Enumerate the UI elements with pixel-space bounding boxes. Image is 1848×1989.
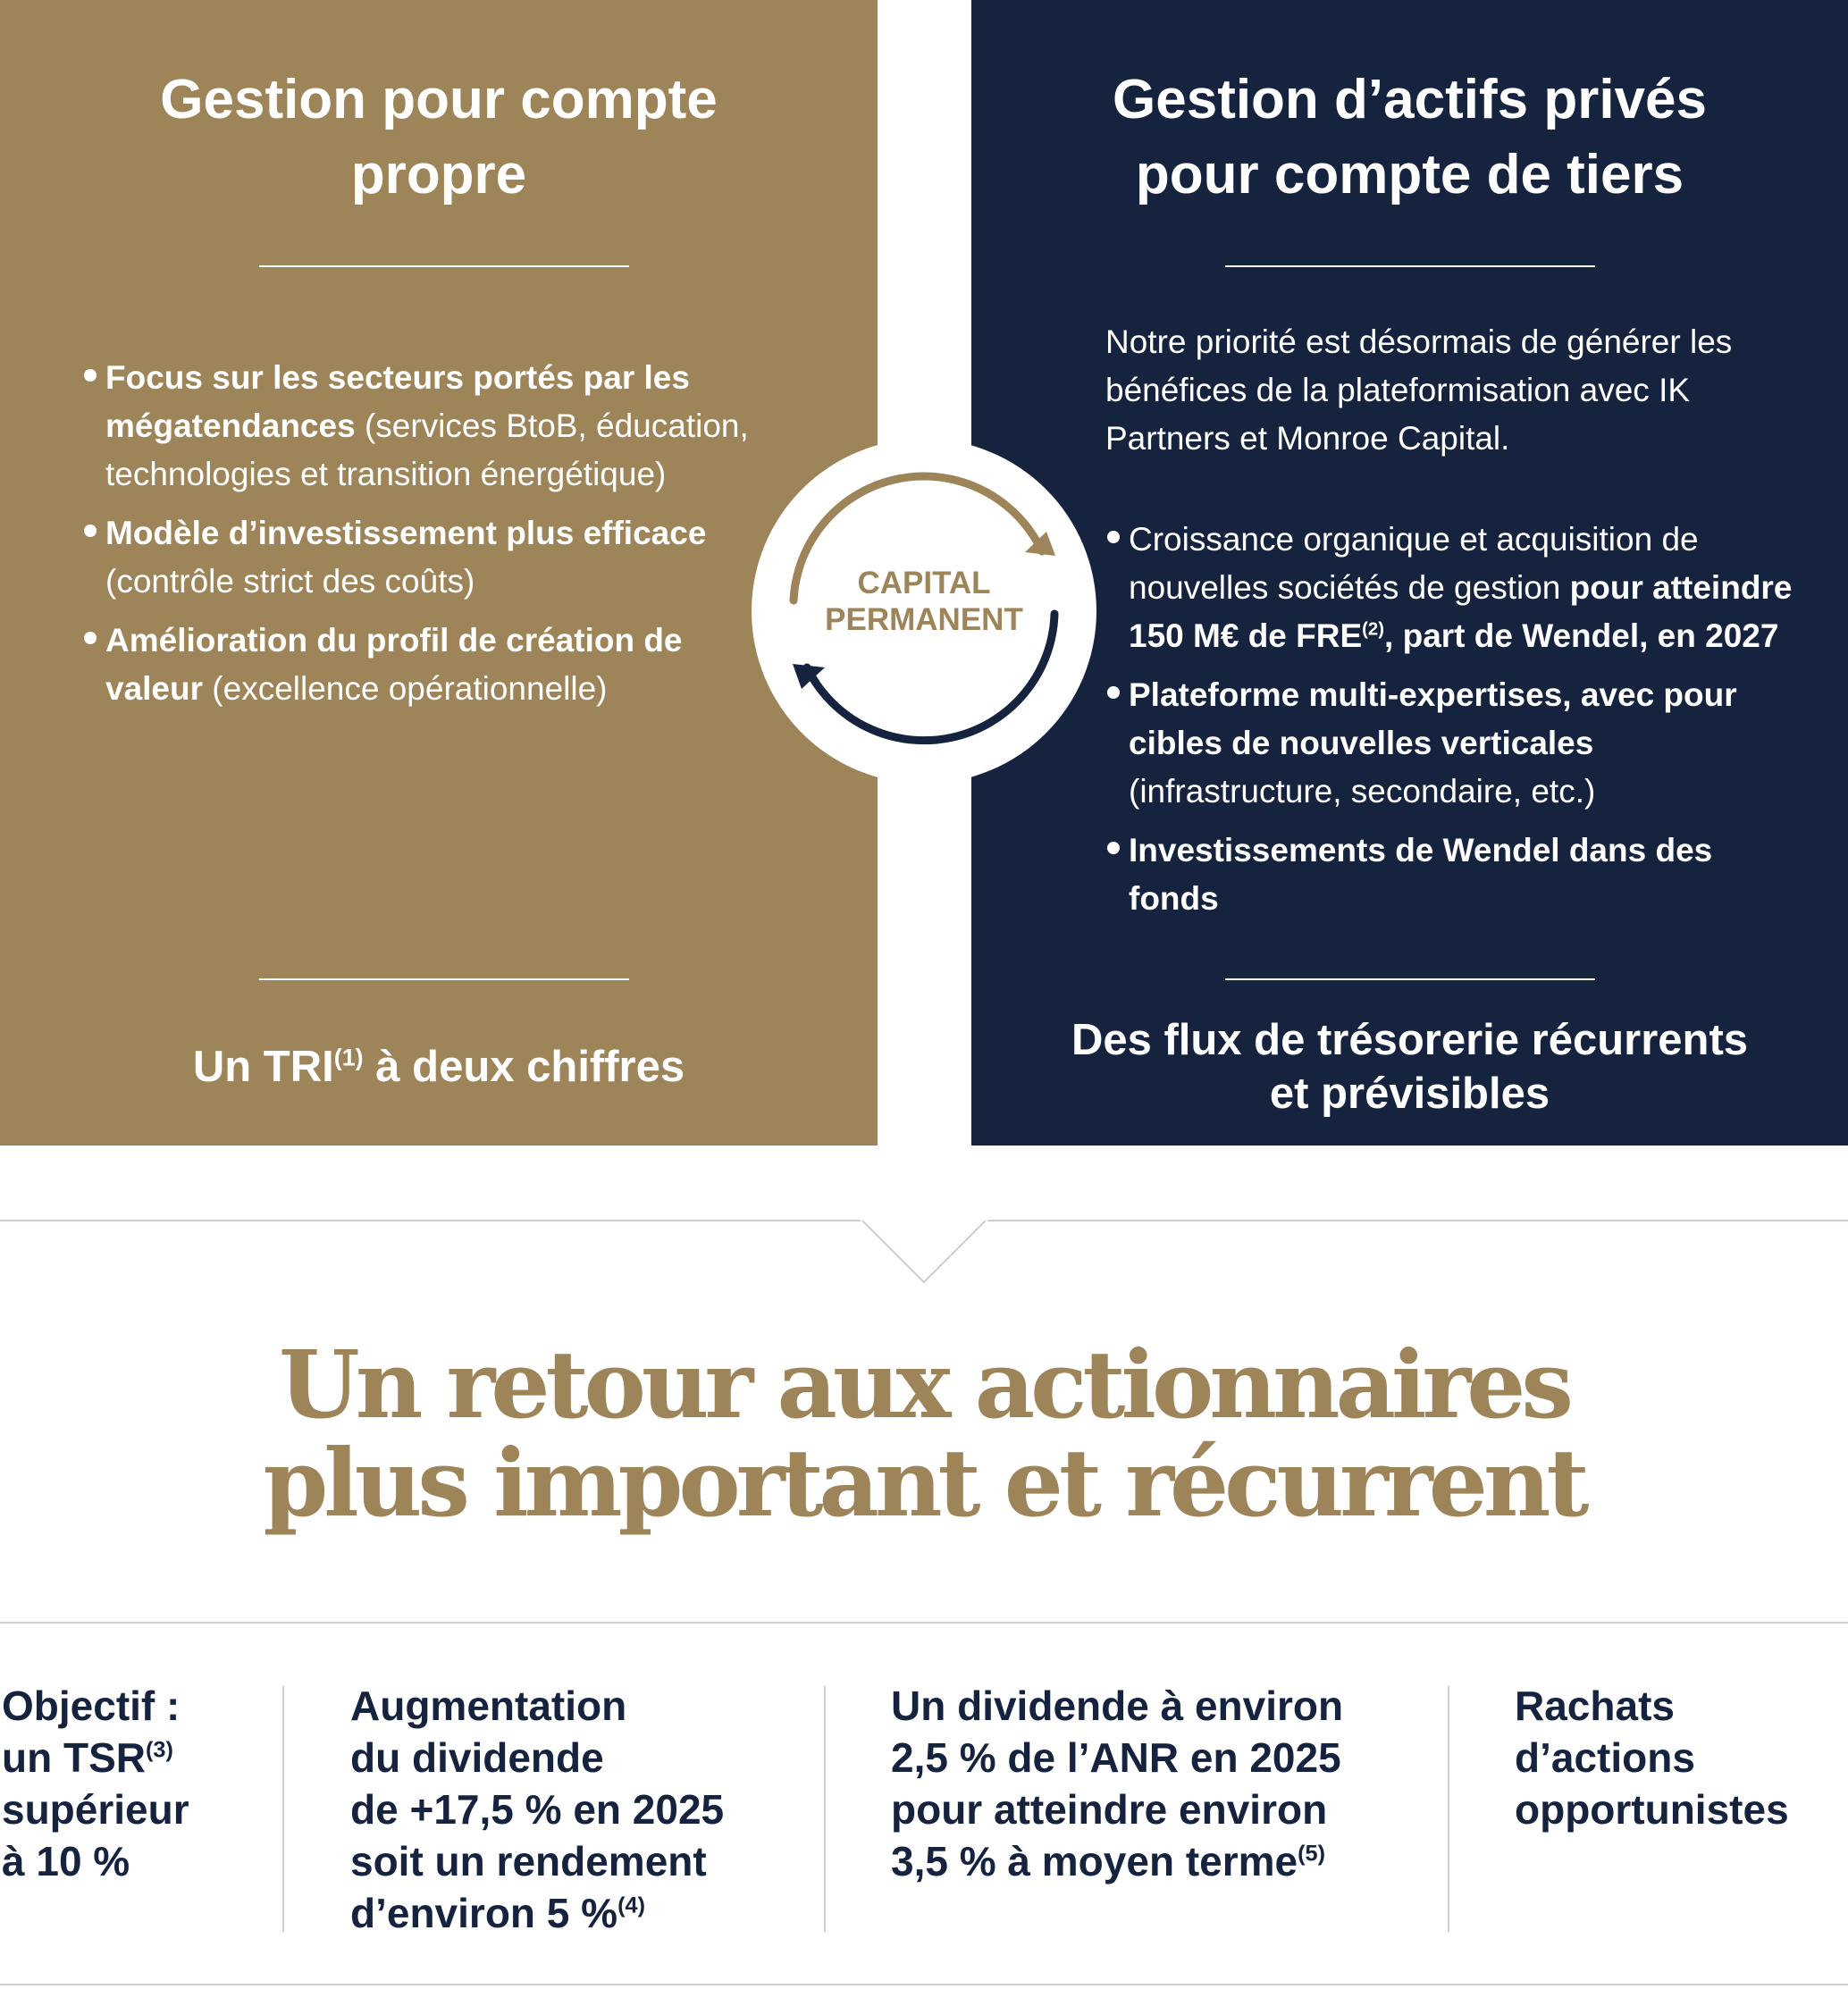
third-party-title <box>971 63 1848 213</box>
column-line: d’environ 5 % <box>350 1890 618 1936</box>
footnote-ref: (5) <box>1298 1841 1326 1867</box>
badge-text: CAPITAL <box>857 566 991 600</box>
bullet-light-text: (contrôle strict des coûts) <box>105 563 475 600</box>
bullet-light-text: (services BtoB, éducation, technologies et transition énergétique) <box>105 407 749 492</box>
footer-text: à deux chiffres <box>363 1043 685 1091</box>
column-line: à 10 % <box>2 1838 130 1884</box>
column-line: pour atteindre environ <box>891 1786 1328 1833</box>
list-item <box>82 509 761 606</box>
columns-top-rule <box>0 1622 1848 1624</box>
footnote-ref: (3) <box>145 1737 173 1763</box>
bullet-dot-icon <box>1107 531 1120 543</box>
column-line: d’actions <box>1515 1734 1695 1781</box>
column-line: opportunistes <box>1515 1786 1789 1833</box>
column-line: Rachats <box>1515 1683 1675 1729</box>
bullet-bold-text: Modèle d’investissement plus efficace <box>105 515 707 551</box>
third-party-title-line2: pour compte de tiers <box>1135 144 1684 206</box>
bullet-dot-icon <box>84 525 97 537</box>
list-item <box>1105 827 1802 923</box>
bullet-bold-text: Focus sur les secteurs portés par les mégatendances <box>105 359 690 444</box>
third-party-panel <box>971 0 1848 1146</box>
tsr-objective <box>2 1680 189 1887</box>
column-line: Un dividende à environ <box>891 1683 1344 1729</box>
column-line: Objectif : <box>2 1683 181 1729</box>
third-party-bullets <box>1105 516 1802 934</box>
own-account-title <box>0 63 878 213</box>
column-separator <box>824 1686 826 1932</box>
bullet-dot-icon <box>1107 842 1120 854</box>
column-separator <box>282 1686 284 1932</box>
third-party-title-line1: Gestion d’actifs privés <box>1113 69 1707 130</box>
permanent-capital-label <box>752 565 1096 638</box>
dividend-nav-target <box>891 1680 1343 1887</box>
bullet-dot-icon <box>84 632 97 644</box>
divider-chevron-icon <box>0 1213 1848 1285</box>
column-line: 2,5 % de l’ANR en 2025 <box>891 1734 1341 1781</box>
list-item <box>1105 516 1802 660</box>
bullet-light-text: (excellence opérationnelle) <box>203 670 608 707</box>
headline-line2: plus important et récurrent <box>263 1428 1585 1538</box>
column-line: 3,5 % à moyen terme <box>891 1838 1298 1884</box>
headline-line1: Un retour aux actionnaires <box>279 1330 1569 1439</box>
footer-text: et prévisibles <box>1269 1070 1550 1118</box>
list-item <box>82 617 761 713</box>
own-account-bullets <box>82 354 761 724</box>
bullet-bold-text: Amélioration du profil de création de valeur <box>105 622 683 707</box>
column-line: un TSR <box>2 1734 146 1781</box>
badge-text: PERMANENT <box>825 602 1023 637</box>
bullet-bold-text: Investissements de Wendel dans des fonds <box>1129 832 1713 917</box>
bullet-bold-text: , part de Wendel, en 2027 <box>1384 617 1779 654</box>
footer-text: Un TRI <box>192 1043 334 1091</box>
own-account-panel <box>0 0 878 1146</box>
share-buybacks <box>1515 1680 1789 1835</box>
own-account-bottom-rule <box>259 978 629 980</box>
own-account-title-line2: propre <box>350 144 527 206</box>
footer-text: Des flux de trésorerie récurrents <box>1071 1016 1749 1064</box>
bullet-bold-text: Plateforme multi-expertises, avec pour cibles de nouvelles verticales <box>1129 676 1737 761</box>
dividend-increase <box>350 1680 724 1939</box>
column-line: Augmentation <box>350 1683 627 1729</box>
own-account-top-rule <box>259 265 629 267</box>
shareholder-return-headline <box>0 1330 1848 1538</box>
column-line: soit un rendement <box>350 1838 707 1884</box>
column-separator <box>1448 1686 1449 1932</box>
third-party-footer <box>971 1013 1848 1120</box>
bullet-bold-text: pour atteindre 150 M€ de FRE <box>1129 569 1793 654</box>
bullet-light-text: Croissance organique et acquisition de nouvelles sociétés de gestion <box>1129 521 1699 606</box>
list-item <box>1105 671 1802 816</box>
permanent-capital-badge <box>752 439 1096 784</box>
bullet-dot-icon <box>84 369 97 382</box>
column-line: de +17,5 % en 2025 <box>350 1786 725 1833</box>
column-line: supérieur <box>2 1786 189 1833</box>
list-item <box>82 354 761 499</box>
footnote-ref: (4) <box>617 1892 645 1918</box>
footnote-ref: (2) <box>1362 619 1385 640</box>
footnote-ref: (1) <box>333 1044 364 1071</box>
third-party-intro: Notre priorité est désormais de générer les bénéfices de la plateformisation avec IK Partners et Monroe Capital. <box>1105 323 1733 457</box>
third-party-bottom-rule <box>1225 978 1595 980</box>
bullet-dot-icon <box>1107 686 1120 699</box>
bullet-light-text: (infrastructure, secondaire, etc.) <box>1129 773 1596 810</box>
column-line: du dividende <box>350 1734 604 1781</box>
own-account-footer <box>0 1040 878 1094</box>
own-account-title-line1: Gestion pour compte <box>160 69 718 130</box>
third-party-top-rule <box>1225 265 1595 267</box>
columns-bottom-rule <box>0 1984 1848 1985</box>
